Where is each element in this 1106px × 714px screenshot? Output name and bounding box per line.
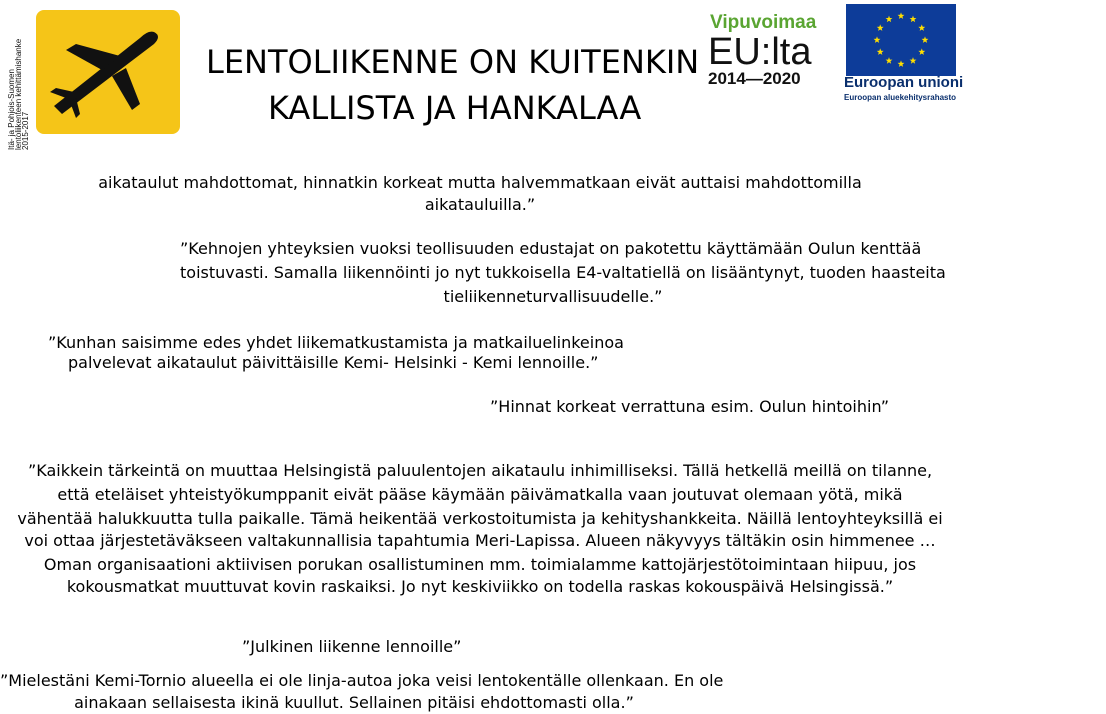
- eu-logo-text: Euroopan unioni: [844, 74, 964, 91]
- quote-2-line-3: tieliikenneturvallisuudelle.”: [443, 287, 663, 306]
- eu-fund-text: Euroopan aluekehitysrahasto: [844, 93, 957, 102]
- quote-2-line-2: toistuvasti. Samalla liikennöinti jo nyt tukkoisella E4-valtatiellä on lisääntynyt, tuoden haasteita: [180, 263, 946, 282]
- quote-7-line-1: ”Mielestäni Kemi-Tornio alueella ei ole linja-autoa joka veisi lentokentälle ollenkaan. En ole: [0, 671, 724, 690]
- quote-5-line-4: voi ottaa järjestetäväkseen valtakunnallisia tapahtumia Meri-Lapissa. Alueen näkyvyys tältäkin osin himmenee …: [24, 531, 936, 550]
- quote-1-line-1: aikataulut mahdottomat, hinnatkin korkeat mutta halvemmatkaan eivät auttaisi mahdottomilla: [98, 173, 862, 192]
- quote-5-line-1: ”Kaikkein tärkeintä on muuttaa Helsingistä paluulentojen aikataulu inhimilliseksi. Tällä hetkellä meillä on tilanne,: [27, 461, 933, 480]
- svg-text:Vipuvoimaa: Vipuvoimaa: [710, 12, 817, 33]
- vipuvoimaa-eu-logo: [706, 10, 830, 90]
- project-logo-text: [8, 30, 30, 150]
- quote-6-line-1: ”Julkinen liikenne lennoille”: [242, 637, 462, 656]
- page-title-line-1: LENTOLIIKENNE ON KUITENKIN: [206, 43, 700, 81]
- project-logo-caption: Itä- ja Pohjois-Suomen lentoliikenteen kehittämishanke 2015-2017: [7, 38, 30, 150]
- quote-1-line-2: aikatauluilla.”: [424, 195, 536, 214]
- quote-7-line-2: ainakaan sellaisesta ikinä kuullut. Sellainen pitäisi ehdottomasti olla.”: [74, 693, 634, 712]
- airplane-sign-icon: [36, 10, 180, 134]
- quote-5-line-3: vähentää halukkuutta tulla paikalle. Tämä heikentää verkostoitumista ja kehityshankkeita. Näillä lentoyhteyksillä ei: [17, 509, 943, 528]
- quote-5-line-6: kokousmatkat muuttuvat kovin raskaiksi. Jo nyt keskiviikko on todella raskas kokouspäivä Helsingissä.”: [66, 577, 894, 596]
- page-title-line-2: KALLISTA JA HANKALAA: [268, 89, 642, 127]
- svg-text:EU:lta: EU:lta: [708, 31, 812, 73]
- quote-3-line-1: ”Kunhan saisimme edes yhdet liikematkustamista ja matkailuelinkeinoa: [48, 333, 624, 352]
- eu-flag-icon: [846, 4, 956, 76]
- quote-4-line-1: ”Hinnat korkeat verrattuna esim. Oulun hintoihin”: [490, 397, 889, 416]
- quote-5-line-5: Oman organisaationi aktiivisen porukan osallistuminen mm. toimialamme kattojärjestötoimintaan hiipuu, jos: [43, 555, 917, 574]
- quote-5-line-2: että eteläiset yhteistyökumppanit eivät pääse käymään päivämatkalla vaan joutuvat olemaan yötä, mikä: [57, 485, 903, 504]
- svg-text:2014—2020: 2014—2020: [708, 69, 801, 88]
- quote-3-line-2: palvelevat aikataulut päivittäisille Kemi- Helsinki - Kemi lennoille.”: [68, 353, 599, 372]
- quote-2-line-1: ”Kehnojen yhteyksien vuoksi teollisuuden edustajat on pakotettu käyttämään Oulun kenttää: [180, 239, 922, 258]
